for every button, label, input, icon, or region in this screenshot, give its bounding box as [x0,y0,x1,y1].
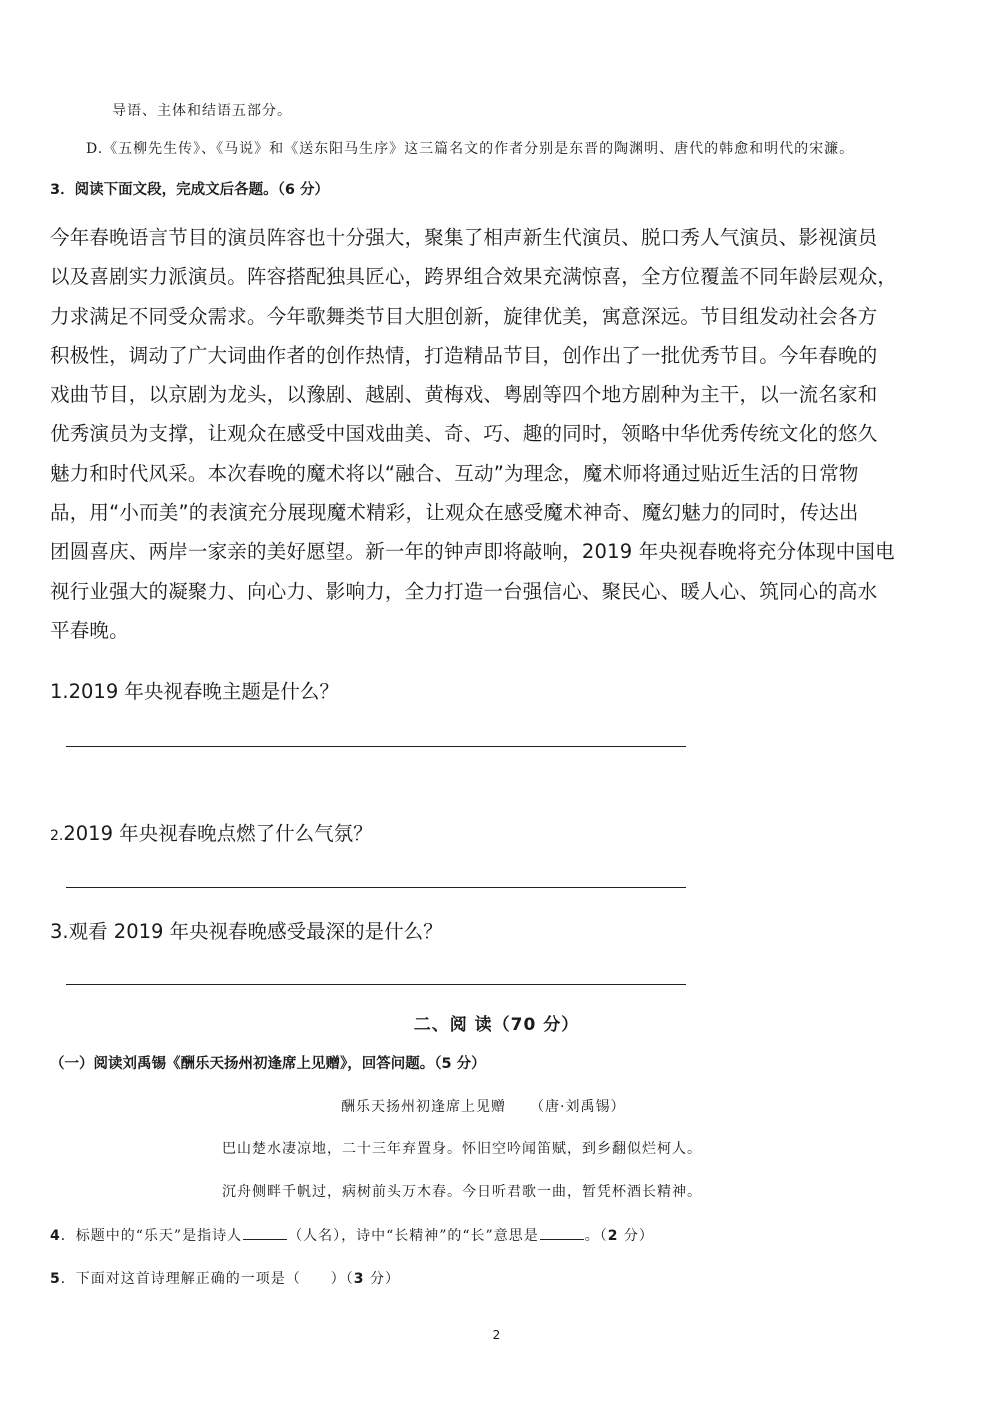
passage-line: 戏曲节目，以京剧为龙头，以豫剧、越剧、黄梅戏、粤剧等四个地方剧种为主干，以一流名家和 [50,383,878,407]
question-5-text-b: 分） [364,1271,400,1287]
passage-line: 平春晚。 [50,618,129,642]
sub-question-2 [50,818,373,846]
question-4-score: 2 [607,1228,619,1244]
question-4-number: 4 [50,1228,61,1244]
part-1-heading: （一）阅读刘禹锡《酬乐天扬州初逢席上见赠》，回答问题。（5 分） [50,1056,486,1072]
passage-line: 品，用“小而美”的表演充分展现魔术精彩，让观众在感受魔术神奇、魔幻魅力的同时，传达出 [50,501,859,525]
blank-poet-name[interactable] [243,1227,287,1240]
question-4-text-c: 。（ [584,1228,608,1244]
question-4 [50,1225,654,1245]
sub-question-2-number: 2. [50,828,64,844]
reading-passage [50,218,950,650]
sub-question-2-text: 2019 年央视春晚点燃了什么气氛？ [63,822,373,845]
poem-author: （唐·刘禹锡） [530,1099,626,1115]
sub-question-3: 3.观看 2019 年央视春晚感受最深的是什么？ [50,920,443,943]
option-d: D.《五柳先生传》、《马说》和《送东阳马生序》这三篇名文的作者分别是东晋的陶渊明、唐代的韩愈和明代的宋濂。 [86,141,855,157]
question-5-number: 5 [50,1271,61,1287]
answer-line-2[interactable] [66,887,686,888]
poem-title: 酬乐天扬州初逢席上见赠 [341,1099,506,1115]
passage-line: 优秀演员为支撑，让观众在感受中国戏曲美、奇、巧、趣的同时，领略中华优秀传统文化的悠久 [50,422,878,446]
answer-line-1[interactable] [66,746,686,747]
passage-line: 力求满足不同受众需求。今年歌舞类节目大胆创新，旋律优美，寓意深远。节目组发动社会各方 [50,304,878,328]
poem-line-1: 巴山楚水凄凉地，二十三年弃置身。怀旧空吟闻笛赋，到乡翻似烂柯人。 [222,1141,702,1157]
passage-line: 以及喜剧实力派演员。阵容搭配独具匠心，跨界组合效果充满惊喜，全方位覆盖不同年龄层观众， [50,265,898,289]
option-c-continuation: 导语、主体和结语五部分。 [112,103,292,119]
passage-line: 积极性，调动了广大词曲作者的创作热情，打造精品节目，创作出了一批优秀节目。今年春晚的 [50,343,878,367]
page-number: 2 [492,1328,501,1342]
question-4-text-d: 分） [618,1228,654,1244]
question-3-heading: 3．阅读下面文段，完成文后各题。（6 分） [50,182,329,198]
poem-line-2: 沉舟侧畔千帆过，病树前头万木春。今日听君歌一曲，暂凭杯酒长精神。 [222,1184,702,1200]
question-4-text-b: （人名），诗中“长精神”的“长”意思是 [288,1228,539,1244]
poem-heading [341,1096,625,1116]
question-4-text-a: ．标题中的“乐天”是指诗人 [60,1228,243,1244]
passage-line: 视行业强大的凝聚力、向心力、影响力，全力打造一台强信心、聚民心、暖人心、筑同心的高水 [50,579,878,603]
answer-line-3[interactable] [66,984,686,985]
question-5 [50,1268,400,1288]
sub-question-1: 1.2019 年央视春晚主题是什么？ [50,680,339,703]
passage-line: 今年春晚语言节目的演员阵容也十分强大，聚集了相声新生代演员、脱口秀人气演员、影视演员 [50,226,878,249]
passage-line: 魅力和时代风采。本次春晚的魔术将以“融合、互动”为理念，魔术师将通过贴近生活的日常物 [50,461,859,485]
passage-line: 团圆喜庆、两岸一家亲的美好愿望。新一年的钟声即将敲响，2019 年央视春晚将充分体现中国电 [50,540,895,564]
section-2-title: 二、阅 读（70 分） [413,1015,580,1035]
question-5-text-a: ．下面对这首诗理解正确的一项是（ ）（ [60,1271,354,1287]
blank-meaning[interactable] [540,1227,584,1240]
question-5-score: 3 [353,1271,365,1287]
